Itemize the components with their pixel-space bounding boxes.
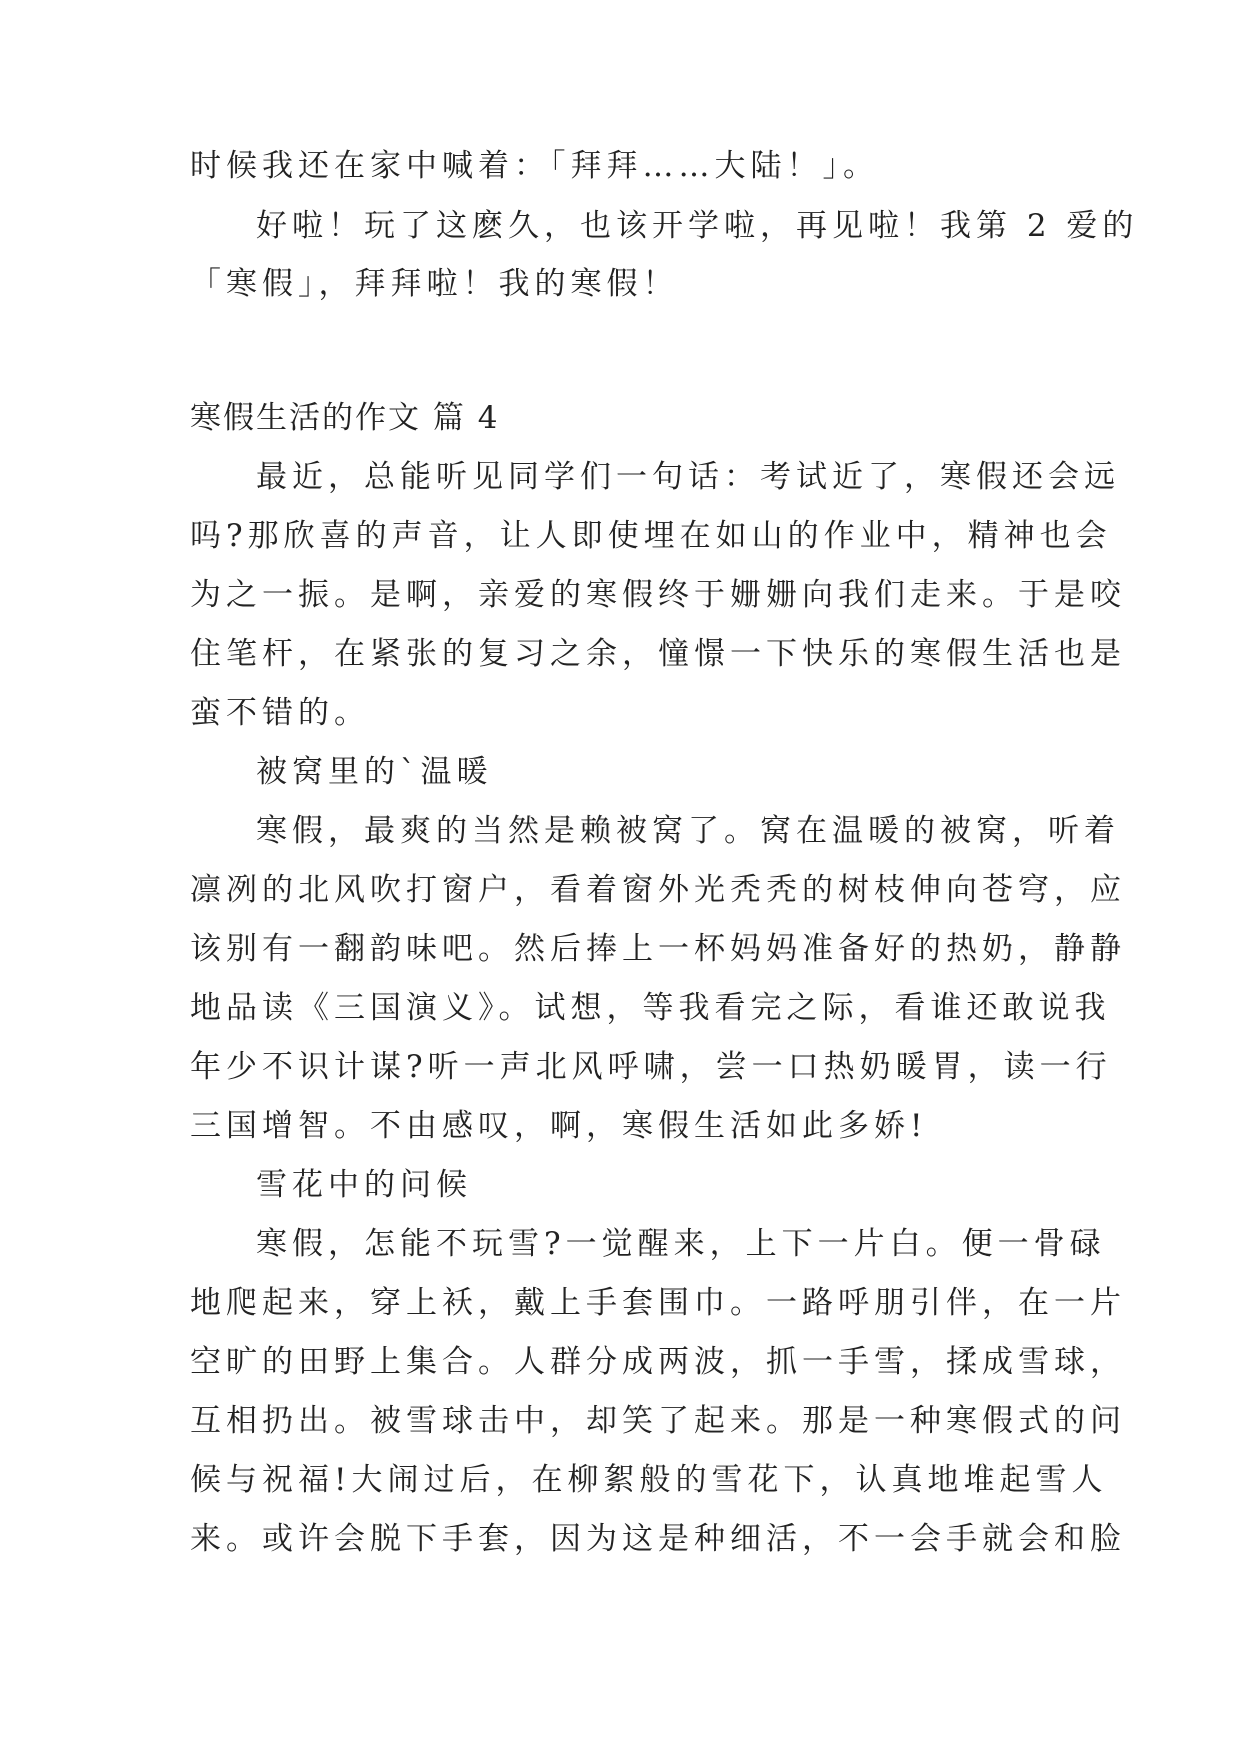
text-line: 为之一振。是啊，亲爱的寒假终于姗姗向我们走来。于是咬 — [190, 577, 1126, 613]
text-line: 该别有一翻韵味吧。然后捧上一杯妈妈准备好的热奶，静静 — [190, 931, 1126, 967]
text-line: 地品读《三国演义》。试想，等我看完之际，看谁还敢说我 — [190, 990, 1111, 1026]
text-line: 「寒假」，拜拜啦！我的寒假！ — [190, 266, 679, 302]
text-line: 三国增智。不由感叹，啊，寒假生活如此多娇! — [190, 1108, 928, 1144]
text-line: 住笔杆，在紧张的复习之余，憧憬一下快乐的寒假生活也是 — [190, 636, 1126, 672]
text-line: 好啦！玩了这麽久，也该开学啦，再见啦！我第 2 爱的 — [256, 208, 1139, 244]
text-line: 年少不识计谋?听一声北风呼啸，尝一口热奶暖胃，读一行 — [190, 1049, 1112, 1085]
text-line: 候与祝福!大闹过后，在柳絮般的雪花下，认真地堆起雪人 — [190, 1462, 1108, 1498]
text-line: 来。或许会脱下手套，因为这是种细活，不一会手就会和脸 — [190, 1521, 1126, 1557]
text-line: 时候我还在家中喊着：「拜拜……大陆！」。 — [190, 148, 879, 184]
text-line: 空旷的田野上集合。人群分成两波，抓一手雪，揉成雪球， — [190, 1344, 1126, 1380]
text-line: 寒假，怎能不玩雪?一觉醒来，上下一片白。便一骨碌 — [256, 1226, 1106, 1262]
text-line: 凛冽的北风吹打窗户，看着窗外光秃秃的树枝伸向苍穹，应 — [190, 872, 1126, 908]
section-heading: 寒假生活的作文 篇 4 — [190, 400, 500, 436]
text-line: 互相扔出。被雪球击中，却笑了起来。那是一种寒假式的问 — [190, 1403, 1126, 1439]
text-line: 吗?那欣喜的声音，让人即使埋在如山的作业中，精神也会 — [190, 518, 1112, 554]
text-line: 地爬起来，穿上袄，戴上手套围巾。一路呼朋引伴，在一片 — [190, 1285, 1126, 1321]
subheading: 被窝里的`温暖 — [256, 754, 493, 790]
text-line: 最近，总能听见同学们一句话：考试近了，寒假还会远 — [256, 459, 1120, 495]
text-line: 寒假，最爽的当然是赖被窝了。窝在温暖的被窝，听着 — [256, 813, 1120, 849]
subheading: 雪花中的问候 — [256, 1167, 472, 1203]
text-line: 蛮不错的。 — [190, 695, 370, 731]
